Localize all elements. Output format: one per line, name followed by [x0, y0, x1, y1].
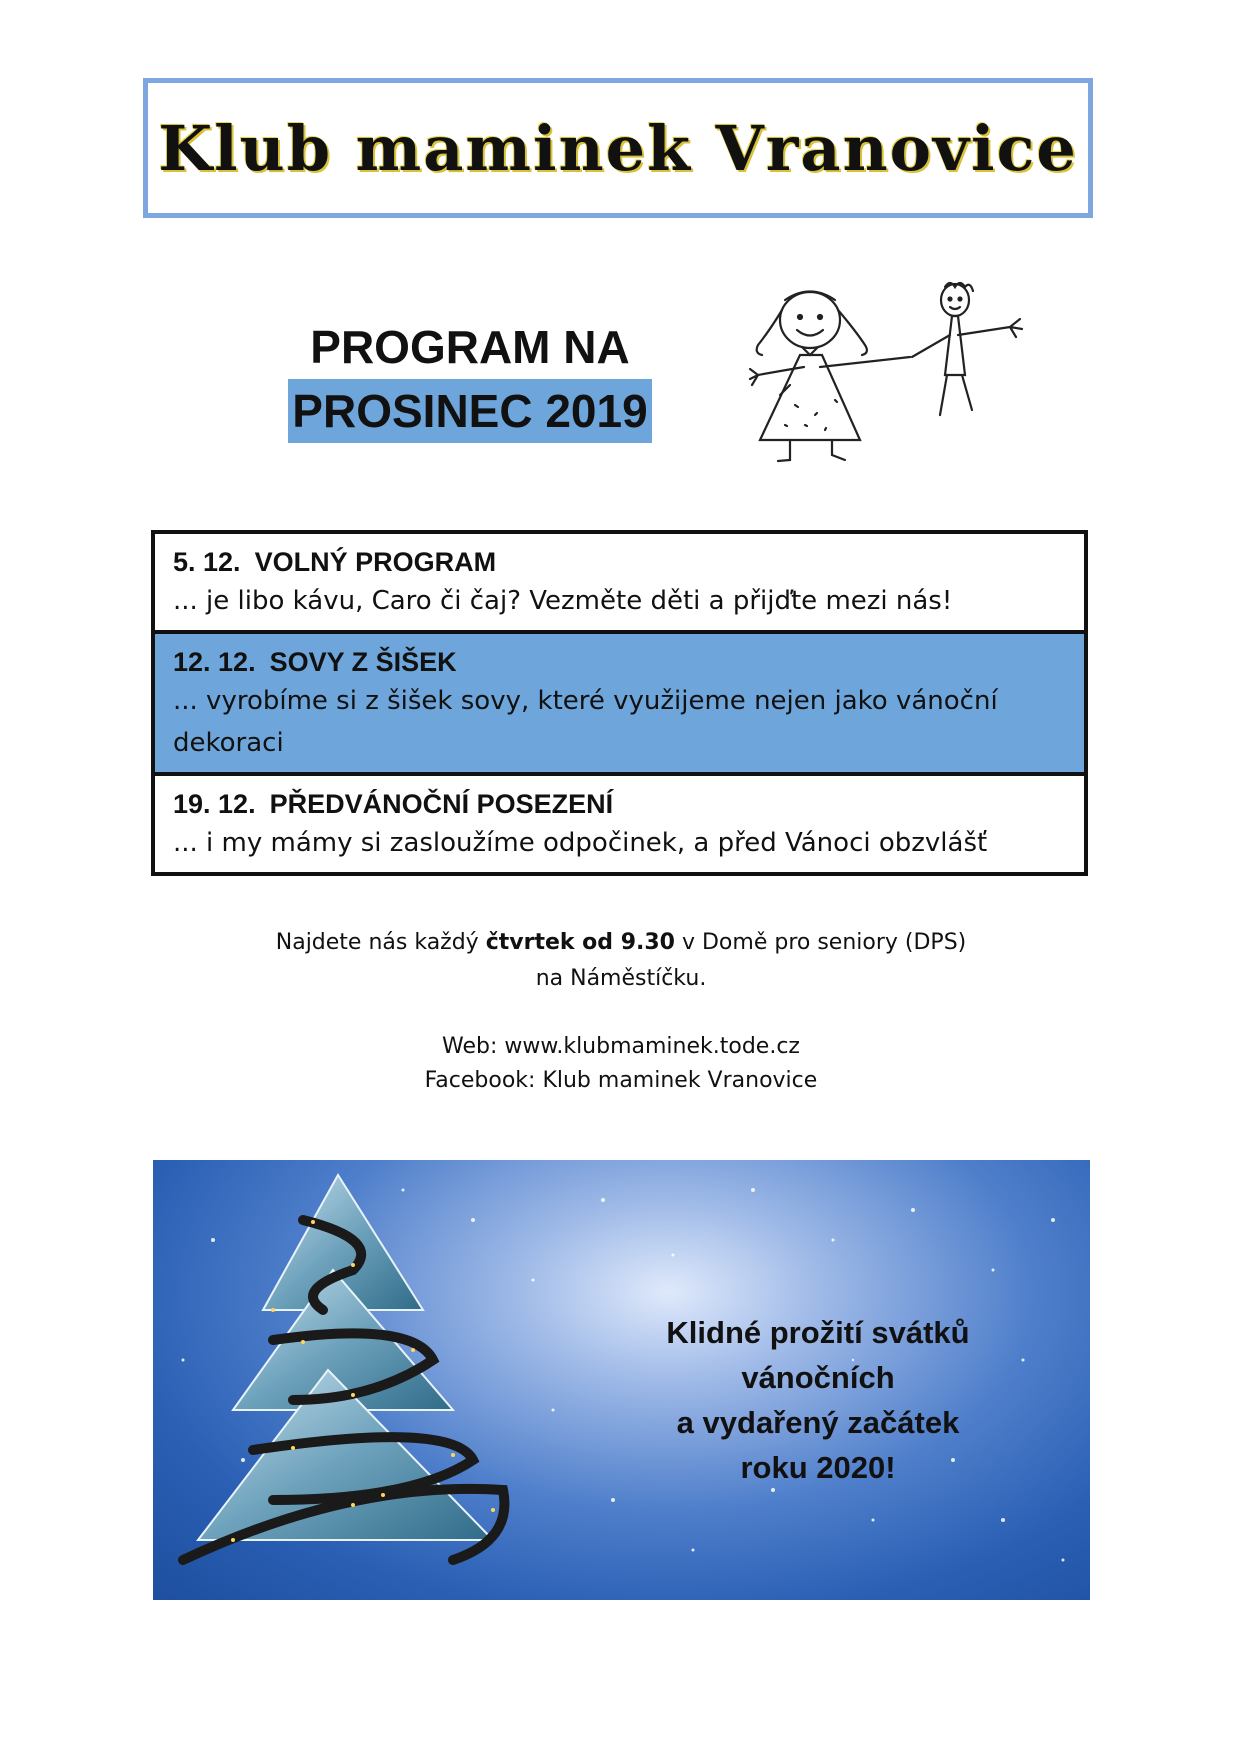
meeting-info — [0, 925, 1242, 997]
event-row — [155, 634, 1084, 776]
event-heading — [173, 644, 1066, 680]
program-title-line2: PROSINEC 2019 — [288, 379, 651, 443]
greeting-line2: a vydařený začátek — [676, 1405, 960, 1440]
facebook-link[interactable]: Facebook: Klub maminek Vranovice — [424, 1068, 818, 1093]
christmas-banner — [153, 1160, 1090, 1600]
event-heading — [173, 786, 1066, 822]
banner-greeting — [623, 1310, 1013, 1490]
event-title: PŘEDVÁNOČNÍ POSEZENÍ — [269, 789, 614, 819]
program-title-line1: PROGRAM NA — [310, 321, 630, 373]
event-title: SOVY Z ŠIŠEK — [269, 647, 457, 677]
event-description: ... vyrobíme si z šišek sovy, které využijeme nejen jako vánoční dekoraci — [173, 686, 998, 758]
event-title: VOLNÝ PROGRAM — [254, 547, 497, 577]
program-title — [285, 315, 655, 443]
meeting-info-time: čtvrtek od 9.30 — [485, 930, 675, 955]
event-description: ... i my mámy si zasloužíme odpočinek, a před Vánoci obzvlášť — [173, 828, 988, 858]
club-title: Klub maminek Vranovice — [158, 111, 1078, 185]
meeting-info-prefix: Najdete nás každý — [275, 930, 486, 955]
events-table — [151, 530, 1088, 876]
web-link[interactable]: Web: www.klubmaminek.tode.cz — [442, 1034, 800, 1059]
event-date: 5. 12. — [173, 547, 241, 577]
event-date: 12. 12. — [173, 647, 256, 677]
greeting-line3: roku 2020! — [740, 1450, 896, 1485]
event-date: 19. 12. — [173, 789, 256, 819]
event-heading — [173, 544, 1066, 580]
event-row — [155, 776, 1084, 872]
meeting-info-line1 — [0, 925, 1242, 961]
contact-links — [0, 1030, 1242, 1098]
child-drawing-illustration — [740, 275, 1025, 465]
event-row — [155, 534, 1084, 634]
greeting-line1: Klidné prožití svátků vánočních — [666, 1315, 970, 1395]
header-box — [143, 78, 1093, 218]
meeting-info-line2: na Náměstíčku. — [535, 966, 707, 991]
meeting-info-suffix: v Domě pro seniory (DPS) — [674, 930, 967, 955]
event-description: ... je libo kávu, Caro či čaj? Vezměte děti a přijďte mezi nás! — [173, 586, 953, 616]
